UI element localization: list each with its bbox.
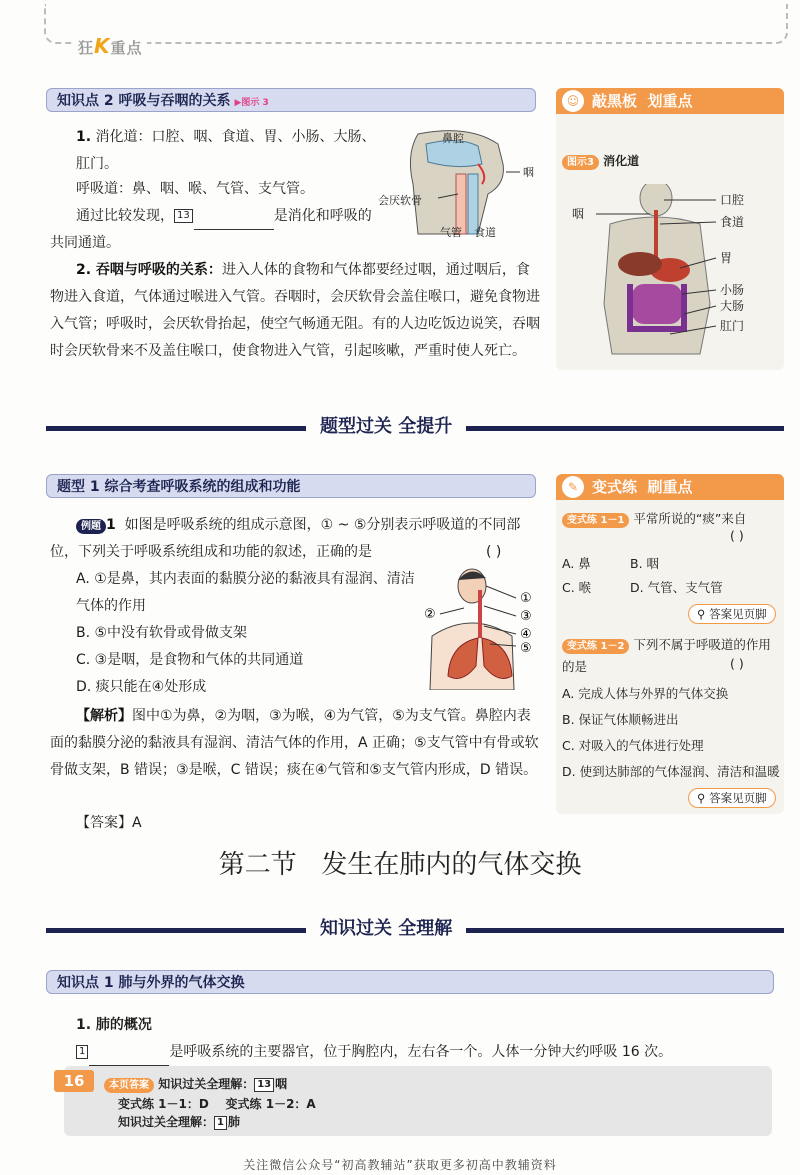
variant-q2: 变式练 1－2 下列不属于呼吸道的作用的是: [562, 637, 771, 674]
example-tag: 例题: [76, 519, 106, 534]
option-b: B. ⑤中没有软骨或骨做支架: [76, 625, 248, 641]
dig-label-pharynx: 咽: [572, 207, 585, 221]
sidebar-blackboard-title: ☺ 敲黑板 划重点: [556, 88, 784, 114]
option-d: D. 痰只能在④处形成: [76, 679, 207, 695]
type1-title: 题型 1 综合考查呼吸系统的组成和功能: [57, 479, 301, 495]
top-border: [44, 4, 788, 44]
header-logo: 狂K重点: [74, 34, 147, 58]
sidebar-variants-title: ✎ 变式练 刷重点: [556, 474, 784, 500]
variant-q1-opt-c: C. 喉: [562, 580, 592, 595]
variant-q1-opt-a: A. 鼻: [562, 556, 591, 571]
kp1-title: 知识点 1 肺与外界的气体交换: [57, 975, 245, 991]
kp2-p4: 2. 吞咽与呼吸的关系：进入人体的食物和气体都要经过咽，通过咽后，食物进入食道，气体通过喉进入气管。吞咽时，会厌软骨会盖住喉口，避免食物进入气管；呼吸时，会厌软骨抬起，使空气畅通无阻。有的人边吃饭边说笑，吞咽时会厌软骨来不及盖住喉口，使食物进入气管，引起咳嗽，严重时使人死亡。: [50, 262, 540, 359]
sidebar-variants: [556, 474, 784, 814]
respiratory-figure: [420, 566, 544, 690]
sidebar-fig-caption: 图示3 消化道: [562, 152, 639, 170]
resp-num-4: ④: [520, 627, 532, 642]
resp-num-2: ②: [424, 607, 436, 622]
dig-label-small: 小肠: [720, 283, 745, 297]
answer-footer-link-1[interactable]: ⚲ 答案见页脚: [688, 604, 776, 624]
variant-q1-paren: ( ): [730, 528, 744, 543]
variant-q2-opt-b: B. 保证气体顺畅进出: [562, 712, 679, 727]
option-c: C. ③是咽，是食物和气体的共同通道: [76, 652, 304, 668]
blank-num-1: 1: [76, 1045, 88, 1059]
analysis: 【解析】图中①为鼻，②为咽，③为喉，④为气管，⑤为支气管。鼻腔内表面的黏膜分泌的黏液具有湿润、清洁气体的作用，A 正确；⑤支气管中有骨或软骨做支架，B 错误；③是喉，C 错误；痰在④气管和⑤支气管内形成，D 错误。: [50, 708, 539, 778]
fig-label-esophagus: 食道: [474, 226, 496, 239]
dig-label-mouth: 口腔: [720, 193, 745, 207]
dig-label-large: 大肠: [720, 299, 745, 313]
kp1-text: 1 是呼吸系统的主要器官，位于胸腔内，左右各一个。人体一分钟大约呼吸 16 次。: [76, 1039, 776, 1066]
variant-q2-opt-d: D. 使到达肺部的气体湿润、清洁和温暖: [562, 764, 780, 779]
resp-num-1: ①: [520, 591, 532, 606]
sidebar-blackboard: [556, 88, 784, 370]
footer-line-2: 变式练 1－1：D 变式练 1－2：A: [118, 1097, 316, 1111]
kp2-header: [46, 88, 536, 112]
fig-label-trachea: 气管: [440, 226, 462, 239]
dig-label-esophagus: 食道: [720, 215, 745, 229]
throat-figure: [378, 124, 538, 242]
kp2-title: 知识点 2 呼吸与吞咽的关系: [57, 93, 231, 109]
fill-blank-1: [89, 1049, 169, 1066]
kp2-p3b: 共同通道。: [50, 235, 120, 251]
type1-header: [46, 474, 536, 498]
variant-q2-tag: 变式练 1－2: [562, 639, 629, 654]
footer-line-3: 知识过关全理解： 1 肺: [118, 1115, 240, 1129]
fig-label-pharynx: 咽: [523, 166, 534, 179]
chapter-title: 第二节 发生在肺内的气体交换: [218, 850, 582, 880]
dig-label-stomach: 胃: [720, 251, 733, 265]
kp2-p3: 通过比较发现， 13 是消化和呼吸的: [76, 203, 376, 230]
answer: 【答案】A: [76, 815, 142, 831]
footer-tag: 本页答案: [104, 1078, 154, 1093]
fig-label-nose: 鼻腔: [442, 132, 464, 145]
variant-q1-tag: 变式练 1－1: [562, 513, 629, 528]
kp2-p1: 1. 消化道：口腔、咽、食道、胃、小肠、大肠、肛门。: [76, 129, 376, 172]
resp-num-5: ⑤: [520, 641, 532, 656]
example-paren: ( ): [486, 544, 502, 560]
blank-num-13: 13: [174, 209, 193, 223]
kp1-header: [46, 970, 774, 994]
fig-tag: 图示3: [562, 155, 599, 170]
variant-q1-opt-d: D. 气管、支气管: [630, 580, 723, 595]
fill-blank-13: [194, 213, 274, 230]
example-question: 例题 1 如图是呼吸系统的组成示意图，① ~ ⑤分别表示呼吸道的不同部位，下列关于呼吸系统组成和功能的叙述，正确的是: [50, 517, 521, 560]
kp1-heading: 1. 肺的概况: [76, 1017, 152, 1033]
page-number: 16: [54, 1070, 94, 1092]
variant-q1: 变式练 1－1 平常所说的“痰”来自: [562, 508, 778, 530]
fig-label-epiglottis: 会厌软骨: [378, 194, 422, 207]
resp-num-3: ③: [520, 609, 532, 624]
variant-q2-paren: ( ): [730, 656, 744, 671]
option-a: A. ①是鼻，其内表面的黏膜分泌的黏液具有湿润、清洁气体的作用: [76, 571, 415, 614]
variant-q1-opt-b: B. 咽: [630, 556, 660, 571]
section-title-1: 题型过关 全提升: [306, 412, 466, 438]
footer-line-1: 本页答案 知识过关全理解： 13 咽: [104, 1076, 287, 1093]
teacher-icon: ☺: [562, 90, 584, 112]
variant-q2-opt-a: A. 完成人体与外界的气体交换: [562, 686, 729, 701]
dig-label-anus: 肛门: [720, 319, 745, 333]
variant-q2-opt-c: C. 对吸入的气体进行处理: [562, 738, 704, 753]
digestive-figure: [560, 184, 782, 364]
kp2-ref: ▶图示 3: [234, 98, 269, 108]
answer-footer-link-2[interactable]: ⚲ 答案见页脚: [688, 788, 776, 808]
section-title-2: 知识过关 全理解: [306, 914, 466, 940]
kp2-p2: 呼吸道：鼻、咽、喉、气管、支气管。: [76, 181, 314, 197]
pencil-icon: ✎: [562, 476, 584, 498]
bottom-watermark-text: 关注微信公众号“初高教辅站”获取更多初高中教辅资料: [243, 1158, 557, 1172]
